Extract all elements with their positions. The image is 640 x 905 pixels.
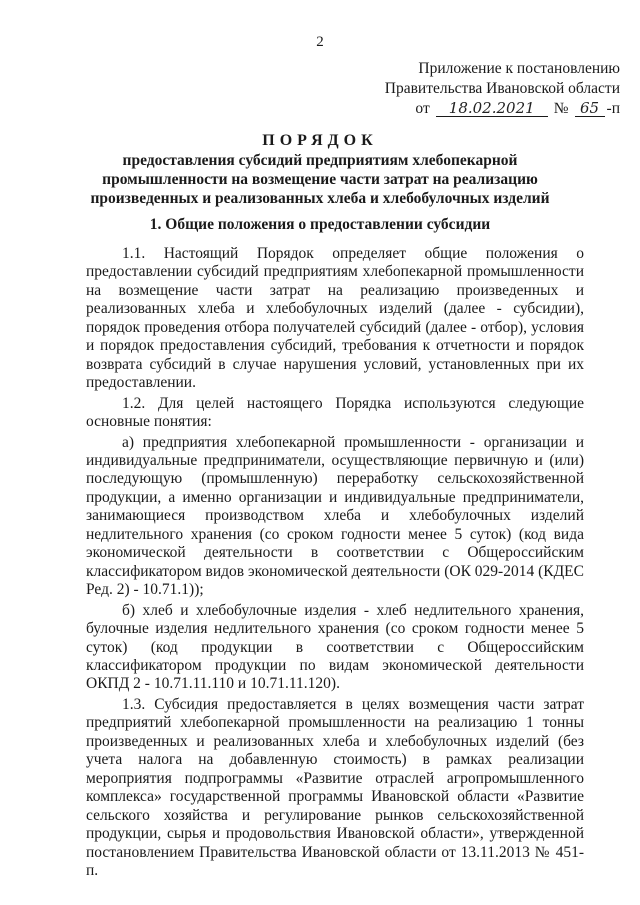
appendix-line-2: Правительства Ивановской области (384, 80, 620, 97)
number-suffix: -п (606, 100, 620, 117)
from-label: от (415, 100, 430, 117)
appendix-block (330, 59, 620, 119)
paragraph-1-2-b: б) хлеб и хлебобулочные изделия - хлеб недлительного хранения, булочные изделия недлительного хранения (со сроком годности менее 5 суток) (код продукции в соответствии с Общероссийским классификатором продукции по видам экономической деятельности ОКПД 2 - 10.71.11.110 и 10.71.11.120). (86, 601, 584, 693)
document-title: ПОРЯДОК (262, 132, 378, 149)
paragraph-1-2-a: а) предприятия хлебопекарной промышленности - организации и индивидуальные предприниматели, осуществляющие первичную и (или) последующую (промышленную) переработку сельскохозяйственной продукции, а именно организации и индивидуальные предприниматели, занимающиеся производством хлеба и хлебобулочных изделий недлительного хранения (со сроком годности менее 5 суток) (код вида экономической деятельности в соответствии с Общероссийским классификатором видов экономической деятельности (ОК 029-2014 (КДЕС Ред. 2) - 10.71.1)); (86, 433, 584, 599)
section-heading: 1. Общие положения о предоставлении субсидии (149, 216, 491, 233)
paragraph-1-3: 1.3. Субсидия предоставляется в целях возмещения части затрат предприятий хлебопекарной промышленности на реализацию 1 тонны произведенных и реализованных хлеба и хлебобулочных изделий (без учета налога на добавленную стоимость) в рамках реализации мероприятия подпрограммы «Развитие отраслей агропромышленного комплекса» государственной программы Ивановской области «Развитие сельского хозяйства и регулирование рынков сельскохозяйственной продукции, сырья и продовольствия Ивановской области», утвержденной постановлением Правительства Ивановской области от 13.11.2013 № 451-п. (86, 695, 584, 879)
document-body (86, 245, 584, 882)
handwritten-date: 18.02.2021 (436, 100, 548, 117)
handwritten-number: 65 (575, 100, 605, 117)
appendix-line-1: Приложение к постановлению (418, 60, 620, 77)
paragraph-1-1: 1.1. Настоящий Порядок определяет общие положения о предоставлении субсидий предприятиям хлебопекарной промышленности на возмещение части затрат на реализацию произведенных и реализованных хлеба и хлебобулочных изделий (далее - субсидии), порядок проведения отбора получателей субсидий (далее - отбор), условия и порядок предоставления субсидий, требования к отчетности и порядок возврата субсидий в случае нарушения условий, установленных при их предоставлении. (86, 245, 584, 392)
document-subtitle: предоставления субсидий предприятиям хлебопекарной промышленности на возмещение части затрат на реализацию произведенных и реализованных хлеба и хлебобулочных изделий (90, 152, 550, 207)
number-label: № (553, 100, 569, 117)
page-number: 2 (316, 34, 324, 50)
appendix-date-number-line (330, 99, 620, 119)
paragraph-1-2: 1.2. Для целей настоящего Порядка используются следующие основные понятия: (86, 394, 584, 431)
